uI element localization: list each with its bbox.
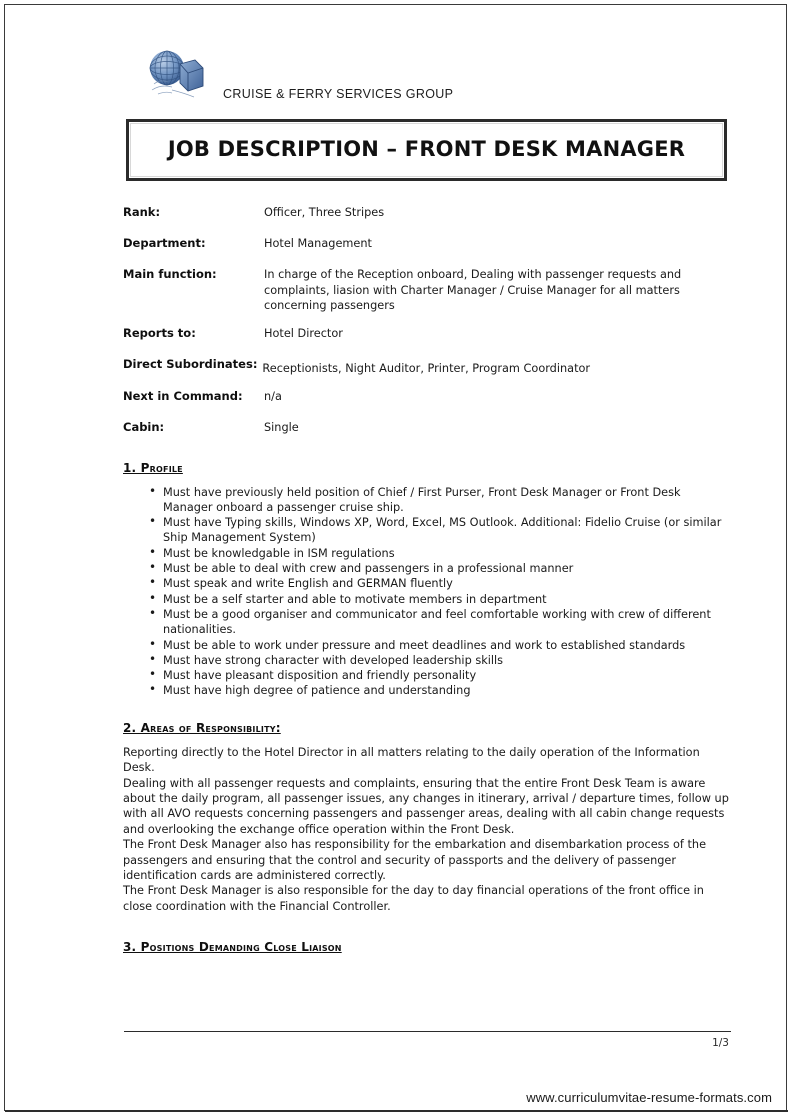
list-item: • Must be a good organiser and communicator and feel comfortable working with crew of different nationalities. <box>149 607 731 638</box>
section-heading-responsibility: 2. Areas of Responsibility: <box>123 720 281 735</box>
meta-label-next-in-command: Next in Command: <box>123 388 243 403</box>
paragraph: The Front Desk Manager is also responsible for the day to day financial operations of the front office in close coordination with the Financial Controller. <box>123 884 704 913</box>
meta-row-direct-subordinates <box>123 357 731 377</box>
list-item: • Must have previously held position of Chief / First Purser, Front Desk Manager or Front Desk Manager onboard a passenger cruise ship. <box>149 485 731 516</box>
section-heading-liaison: 3. Positions Demanding Close Liaison <box>123 940 342 955</box>
meta-value-department: Hotel Management <box>264 237 372 250</box>
meta-value-main-function: In charge of the Reception onboard, Dealing with passenger requests and complaints, liasion with Charter Manager / Cruise Manager for all matters concerning passengers <box>264 268 682 313</box>
globe-cube-logo-icon <box>142 46 210 106</box>
list-item: • Must have high degree of patience and understanding <box>149 683 731 698</box>
list-item: • Must have strong character with developed leadership skills <box>149 653 731 668</box>
list-item: • Must be able to work under pressure and meet deadlines and work to established standards <box>149 638 731 653</box>
paragraph: The Front Desk Manager also has responsibility for the embarkation and disembarkation process of the passengers and ensuring that the control and security of passports and the delivery of passenger identification cards are administered correctly. <box>123 838 707 882</box>
list-item: • Must be a self starter and able to motivate members in department <box>149 592 731 607</box>
meta-row-main-function <box>123 267 731 314</box>
letterhead <box>123 35 731 105</box>
meta-row-cabin <box>123 420 731 439</box>
list-item: • Must be knowledgable in ISM regulations <box>149 546 731 561</box>
meta-row-rank <box>123 205 731 224</box>
responsibility-paragraphs <box>123 745 731 914</box>
paragraph: Dealing with all passenger requests and complaints, ensuring that the entire Front Desk Team is aware about the daily program, all passenger issues, any changes in itinerary, arrival / departure times, follow up with all AVO requests concerning passengers and passenger areas, dealing with all cabin change requests and overlooking the exchange office operation within the Front Desk. <box>123 776 729 836</box>
paragraph: Reporting directly to the Hotel Director in all matters relating to the daily operation of the Information Desk. <box>123 745 700 775</box>
list-item: • Must speak and write English and GERMAN fluently <box>149 576 731 591</box>
meta-label-reports-to: Reports to: <box>123 326 196 340</box>
page-frame <box>4 4 787 1111</box>
footer-divider <box>124 1031 731 1032</box>
meta-row-next-in-command <box>123 389 731 408</box>
meta-value-next-in-command: n/a <box>264 389 282 403</box>
meta-label-cabin: Cabin: <box>123 419 165 434</box>
title-banner <box>126 119 727 181</box>
job-meta-fields <box>123 205 731 439</box>
source-site-url: www.curriculumvitae-resume-formats.com <box>526 1090 772 1105</box>
meta-value-reports-to: Hotel Director <box>264 327 343 340</box>
section-heading-profile: 1. Profile <box>123 460 183 475</box>
meta-label-department: Department: <box>123 236 206 250</box>
meta-row-reports-to <box>123 326 731 345</box>
list-item: • Must be able to deal with crew and passengers in a professional manner <box>149 561 731 576</box>
page-number: 1/3 <box>712 1037 729 1049</box>
meta-value-cabin: Single <box>264 420 299 434</box>
meta-value-direct-subordinates: Receptionists, Night Auditor, Printer, Program Coordinator <box>262 362 591 375</box>
page-footer <box>124 1031 731 1049</box>
list-item: • Must have Typing skills, Windows XP, Word, Excel, MS Outlook. Additional: Fidelio Cruise (or similar Ship Management System) <box>149 515 731 546</box>
meta-label-rank: Rank: <box>123 205 161 219</box>
list-item: • Must have pleasant disposition and friendly personality <box>149 668 731 683</box>
meta-label-direct-subordinates: Direct Subordinates: <box>123 357 258 371</box>
page-title: JOB DESCRIPTION – FRONT DESK MANAGER <box>167 137 686 161</box>
document-body <box>123 35 731 964</box>
meta-value-rank: Officer, Three Stripes <box>264 206 385 219</box>
profile-bullet-list <box>123 485 731 699</box>
company-name: CRUISE & FERRY SERVICES GROUP <box>223 87 454 101</box>
meta-row-department <box>123 236 731 255</box>
meta-label-main-function: Main function: <box>123 267 217 281</box>
